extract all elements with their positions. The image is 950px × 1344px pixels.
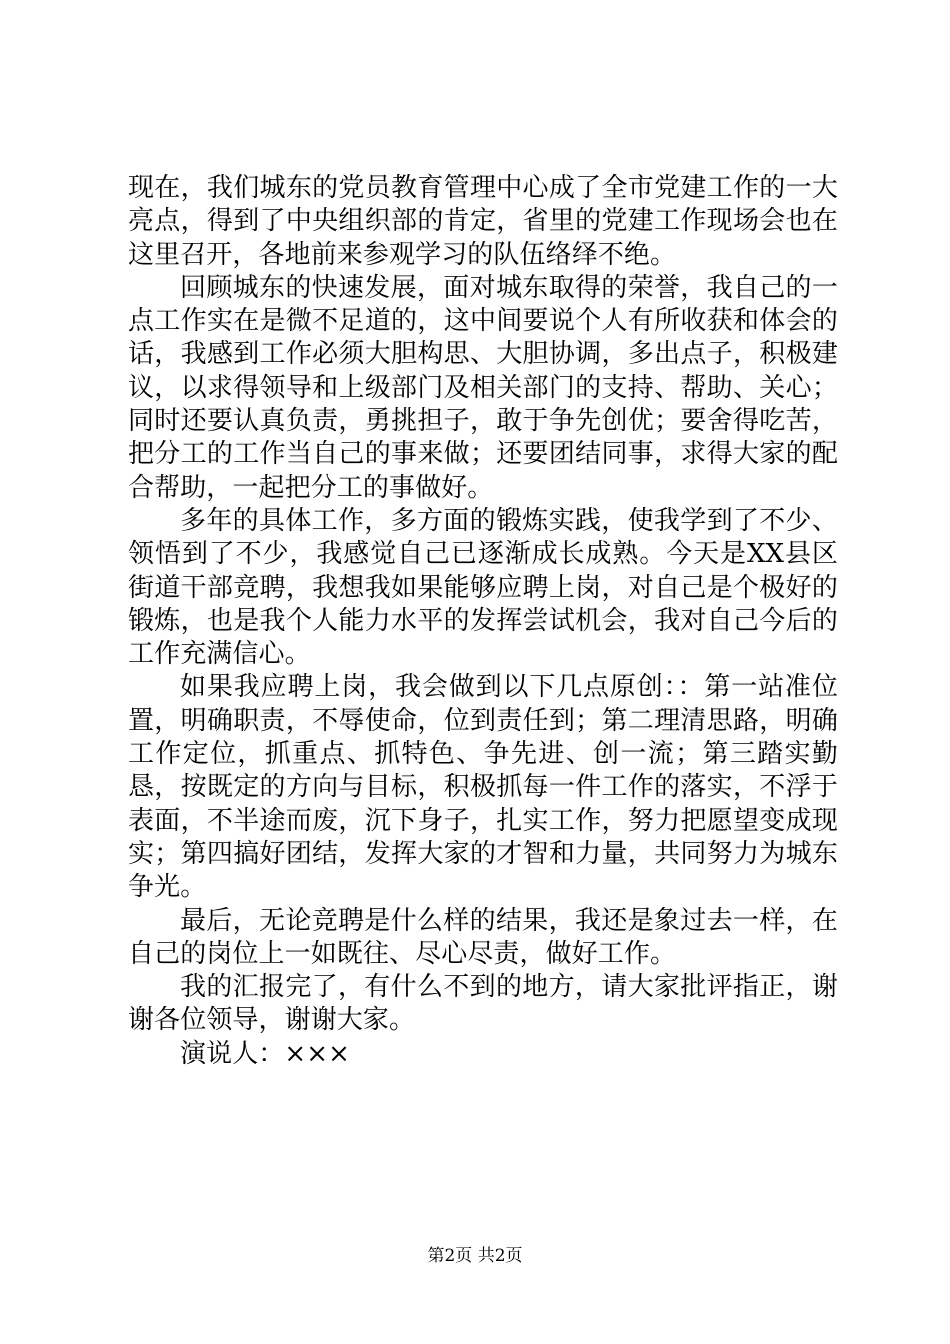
paragraph-thanks: 我的汇报完了，有什么不到的地方，请大家批评指正，谢谢各位领导，谢谢大家。 xyxy=(128,972,838,1036)
paragraph-continuation: 现在，我们城东的党员教育管理中心成了全市党建工作的一大亮点，得到了中央组织部的肯定，省里的党建工作现场会也在这里召开，各地前来参观学习的队伍络绎不绝。 xyxy=(128,173,838,270)
speaker-signature: 演说人：××× xyxy=(180,1038,351,1069)
paragraph-experience: 多年的具体工作，多方面的锻炼实践，使我学到了不少、领悟到了不少，我感觉自己已逐渐成长成熟。今天是XX县区街道干部竞聘，我想我如果能够应聘上岗，对自己是个极好的锻炼，也是我个人能力水平的发挥尝试机会，我对自己今后的工作充满信心。 xyxy=(128,505,838,670)
document-body xyxy=(128,172,838,1071)
paragraph-plan: 如果我应聘上岗，我会做到以下几点原创：：第一站准位置，明确职责，不辱使命，位到责任到；第二理清思路，明确工作定位，抓重点、抓特色、争先进、创一流；第三踏实勤恳，按既定的方向与目标，积极抓每一件工作的落实，不浮于表面，不半途而废，沉下身子，扎实工作，努力把愿望变成现实；第四搞好团结，发挥大家的才智和力量，共同努力为城东争光。 xyxy=(128,672,838,903)
page-number-footer: 第2页 共2页 xyxy=(427,1246,523,1266)
paragraph-review: 回顾城东的快速发展，面对城东取得的荣誉，我自己的一点工作实在是微不足道的，这中间要说个人有所收获和体会的话，我感到工作必须大胆构思、大胆协调，多出点子，积极建议，以求得领导和上级部门及相关部门的支持、帮助、关心；同时还要认真负责，勇挑担子，敢于争先创优；要舍得吃苦，把分工的工作当自己的事来做；还要团结同事，求得大家的配合帮助，一起把分工的事做好。 xyxy=(128,272,838,503)
paragraph-conclusion: 最后，无论竞聘是什么样的结果，我还是象过去一样，在自己的岗位上一如既往、尽心尽责，做好工作。 xyxy=(128,905,838,969)
